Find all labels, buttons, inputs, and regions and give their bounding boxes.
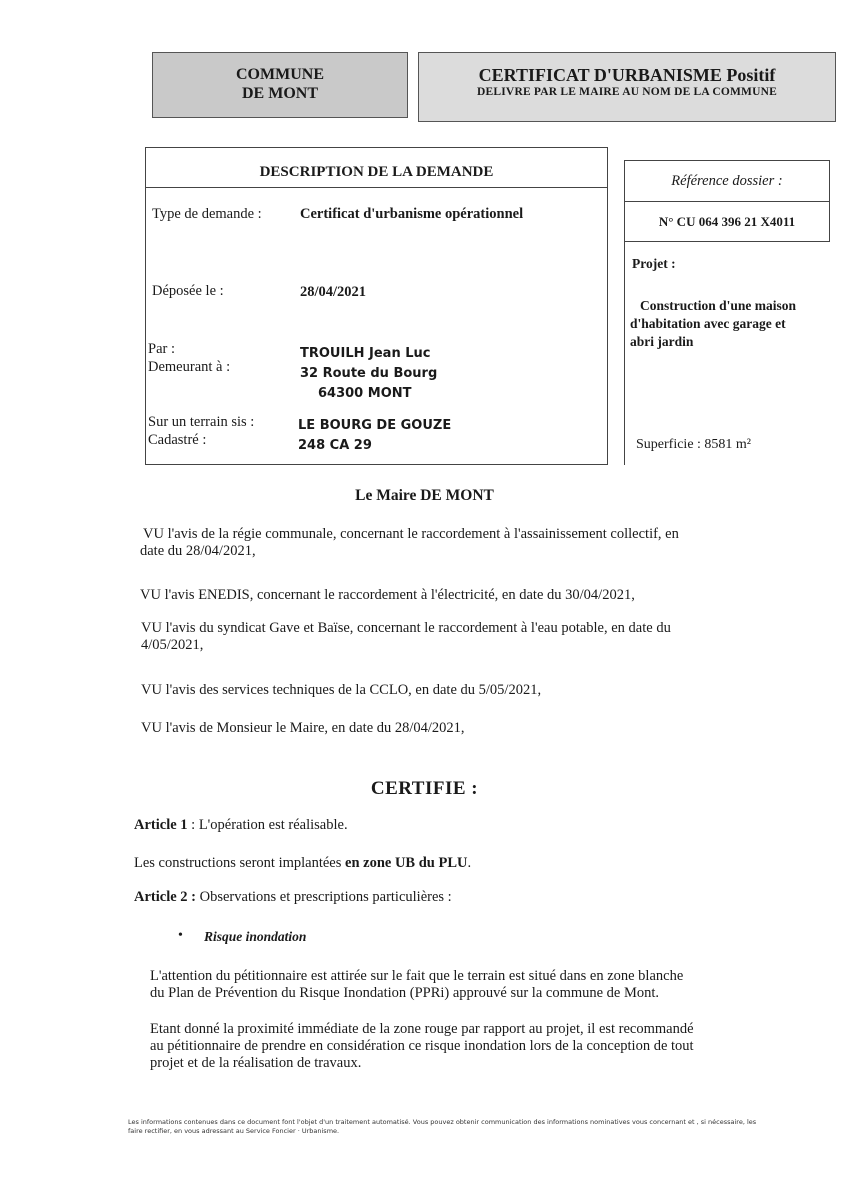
vu-3-line-2: 4/05/2021, xyxy=(141,637,204,653)
article-2-text: Observations et prescriptions particulières : xyxy=(196,889,452,905)
risque-p2-line-1: Etant donné la proximité immédiate de la zone rouge par rapport au projet, il est recommandé xyxy=(150,1021,694,1037)
zone-bold: en zone UB du PLU xyxy=(345,855,468,871)
project-line-3: abri jardin xyxy=(630,334,694,349)
vu-2: VU l'avis ENEDIS, concernant le raccordement à l'électricité, en date du 30/04/2021, xyxy=(140,587,635,603)
type-value: Certificat d'urbanisme opérationnel xyxy=(300,206,524,222)
par-label: Par : xyxy=(148,341,175,357)
commune-header xyxy=(152,52,408,118)
reference-number: N° CU 064 396 21 X4011 xyxy=(658,214,796,229)
vu-3-line-1: VU l'avis du syndicat Gave et Baïse, concernant le raccordement à l'eau potable, en date du xyxy=(141,620,671,636)
commune-line-1: COMMUNE xyxy=(236,66,324,83)
terrain-value: LE BOURG DE GOUZE xyxy=(298,418,452,433)
footer-line-2: faire rectifier, en vous adressant au Service Foncier · Urbanisme. xyxy=(128,1127,340,1135)
bullet-icon: • xyxy=(178,928,183,943)
article-1-text: : L'opération est réalisable. xyxy=(187,817,348,833)
vu-5: VU l'avis de Monsieur le Maire, en date du 28/04/2021, xyxy=(141,720,465,736)
applicant-name: TROUILH Jean Luc xyxy=(300,346,431,361)
type-label: Type de demande : xyxy=(152,206,262,222)
article-1 xyxy=(134,817,348,834)
vu-1-line-1: VU l'avis de la régie communale, concernant le raccordement à l'assainissement collectif, en xyxy=(143,526,679,542)
commune-line-2: DE MONT xyxy=(242,85,318,102)
article-2-label: Article 2 : xyxy=(134,889,196,905)
project-divider xyxy=(624,242,625,465)
cadastre-value: 248 CA 29 xyxy=(298,438,372,453)
certificate-subtitle: DELIVRE PAR LE MAIRE AU NOM DE LA COMMUNE xyxy=(477,86,777,98)
reference-title: Référence dossier : xyxy=(671,173,783,189)
footer-line-1: Les informations contenues dans ce document font l'objet d'un traitement automatisé. Vous pouvez obtenir communication des informations nominatives vous concernant et , si nécessaire, les xyxy=(128,1118,757,1126)
project-line-2: d'habitation avec garage et xyxy=(630,316,786,331)
project-line-1: Construction d'une maison xyxy=(640,298,797,313)
form-divider xyxy=(145,187,608,188)
demeurant-label: Demeurant à : xyxy=(148,359,231,375)
address-line-1: 32 Route du Bourg xyxy=(300,366,438,381)
deposee-value: 28/04/2021 xyxy=(300,284,367,300)
zone-end: . xyxy=(467,855,472,871)
risque-p1-line-1: L'attention du pétitionnaire est attirée sur le fait que le terrain est situé dans en zone blanche xyxy=(150,968,684,984)
article-1-label: Article 1 xyxy=(134,817,188,833)
article-2 xyxy=(134,889,452,906)
risque-p2-line-3: projet et de la réalisation de travaux. xyxy=(150,1055,362,1071)
deposee-label: Déposée le : xyxy=(152,283,224,299)
superficie: Superficie : 8581 m² xyxy=(636,437,752,452)
footer-notice xyxy=(128,1118,800,1136)
terrain-label: Sur un terrain sis : xyxy=(148,414,255,430)
cadastre-label: Cadastré : xyxy=(148,432,207,448)
vu-1-line-2: date du 28/04/2021, xyxy=(140,543,256,559)
certificate-title: CERTIFICAT D'URBANISME Positif xyxy=(478,65,776,85)
certificate-header xyxy=(418,52,836,122)
description-title: DESCRIPTION DE LA DEMANDE xyxy=(259,164,494,180)
zone-statement xyxy=(134,855,471,872)
address-line-2: 64300 MONT xyxy=(318,386,412,401)
risque-p2-line-2: au pétitionnaire de prendre en considération ce risque inondation lors de la conception de tout xyxy=(150,1038,694,1054)
vu-4: VU l'avis des services techniques de la CCLO, en date du 5/05/2021, xyxy=(141,682,542,698)
maire-title: Le Maire DE MONT xyxy=(355,487,494,504)
zone-text: Les constructions seront implantées xyxy=(134,855,346,871)
risque-p1-line-2: du Plan de Prévention du Risque Inondation (PPRi) approuvé sur la commune de Mont. xyxy=(150,985,660,1001)
certifie-heading: CERTIFIE : xyxy=(370,778,479,799)
project-label: Projet : xyxy=(632,256,676,271)
risque-title: Risque inondation xyxy=(204,929,307,944)
